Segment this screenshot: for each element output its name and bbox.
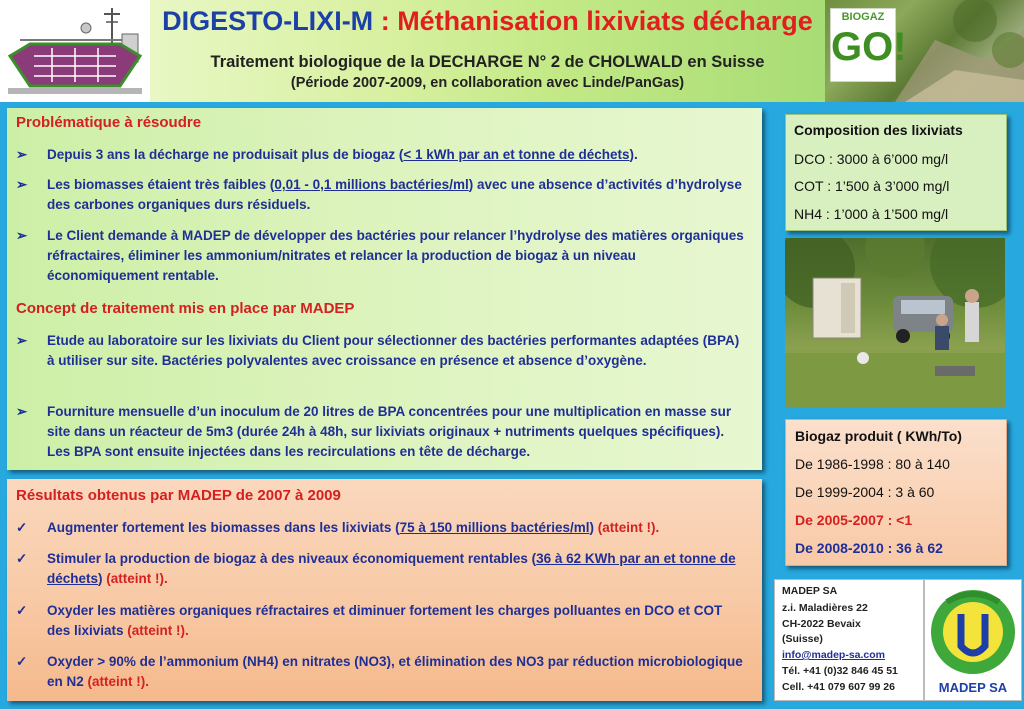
result-item-2: ✓ Stimuler la production de biogaz à des niveaux économiquement rentables (36 à 62 KWh par an et tonne de déchets) (atteint !). xyxy=(16,551,736,586)
arrow-bullet-icon: ➢ xyxy=(16,177,28,192)
address-line-1: z.i. Maladières 22 xyxy=(782,602,868,614)
arrow-bullet-icon: ➢ xyxy=(16,228,28,243)
title-separator: : xyxy=(373,6,398,36)
composition-cot: COT : 1’500 à 3’000 mg/l xyxy=(794,178,950,194)
results-panel xyxy=(7,479,762,701)
biogaz-logo-bottom-text: GO! xyxy=(831,25,907,69)
landfill-photo xyxy=(825,0,1024,102)
check-bullet-icon: ✓ xyxy=(16,551,28,566)
results-heading: Résultats obtenus par MADEP de 2007 à 2009 xyxy=(16,487,341,504)
page-period: (Période 2007-2009, en collaboration avec Linde/PanGas) xyxy=(290,75,685,91)
email-link[interactable]: info@madep-sa.com xyxy=(782,649,886,661)
check-bullet-icon: ✓ xyxy=(16,520,28,535)
result-item-3: ✓ Oxyder les matières organiques réfractaires et diminuer fortement les charges polluantes en DCO et COT des lixiviats (atteint !). xyxy=(16,603,723,638)
phone-number: Tél. +41 (0)32 846 45 51 xyxy=(782,665,898,677)
biogaz-row-2005-2007: De 2005-2007 : <1 xyxy=(795,512,913,528)
achieved-label: (atteint !) xyxy=(106,571,165,586)
problem-item-3: ➢ Le Client demande à MADEP de développer des bactéries pour relancer l’hydrolyse des matières organiques réfractaires, éliminer les ammonium/nitrates et relancer la production de biogaz à un niveau économiquement rentable. xyxy=(16,228,744,283)
biogaz-row-1999-2004: De 1999-2004 : 3 à 60 xyxy=(795,484,935,500)
concept-item-1: ➢ Etude au laboratoire sur les lixiviats du Client pour sélectionner des bactéries performantes adaptées (BPA) à utiliser sur site. Bactéries polyvalentes avec croissance en présence et absence d’oxygène. xyxy=(16,333,740,368)
contact-box xyxy=(774,579,924,701)
landfill-diagram-logo xyxy=(0,0,150,102)
biogaz-go-logo xyxy=(830,8,907,82)
biogaz-production-heading: Biogaz produit ( KWh/To) xyxy=(795,428,962,444)
title-product-name: DIGESTO-LIXI-M xyxy=(162,6,374,36)
page-title xyxy=(150,6,825,37)
madep-logo-text: MADEP SA xyxy=(938,680,1008,695)
check-bullet-icon: ✓ xyxy=(16,654,28,669)
title-description: Méthanisation lixiviats décharge xyxy=(397,6,813,36)
result-item-1: ✓ Augmenter fortement les biomasses dans les lixiviats (75 à 150 millions bactéries/ml) (atteint !). xyxy=(16,518,746,538)
biogaz-production-box xyxy=(785,419,1007,566)
arrow-bullet-icon: ➢ xyxy=(16,333,28,348)
result-item-4: ✓ Oxyder > 90% de l’ammonium (NH4) en nitrates (NO3), et élimination des NO3 par réduction microbiologique en N2 (atteint !). xyxy=(16,654,743,689)
company-name: MADEP SA xyxy=(782,585,838,597)
page-subtitle: Traitement biologique de la DECHARGE N° 2 de CHOLWALD en Suisse xyxy=(210,53,765,71)
biogaz-logo-top-text: BIOGAZ xyxy=(841,11,885,23)
concept-item-2: ➢ Fourniture mensuelle d’un inoculum de 20 litres de BPA concentrées pour une multiplication en masse sur site dans un réacteur de 5m3 (durée 24h à 48h, sur lixiviats originaux + nutriments quelques spécifiques). Les BPA sont ensuite injectées dans les recirculations en tête de décharge. xyxy=(16,404,732,459)
problem-heading: Problématique à résoudre xyxy=(16,114,202,131)
concept-heading: Concept de traitement mis en place par MADEP xyxy=(16,300,355,317)
composition-nh4: NH4 : 1’000 à 1’500 mg/l xyxy=(794,206,949,222)
arrow-bullet-icon: ➢ xyxy=(16,147,28,162)
achieved-label: (atteint !) xyxy=(597,520,656,535)
composition-heading: Composition des lixiviats xyxy=(794,122,963,138)
biogaz-row-1986-1998: De 1986-1998 : 80 à 140 xyxy=(795,456,950,472)
site-photo xyxy=(785,238,1005,408)
achieved-label: (atteint !) xyxy=(87,674,146,689)
biogaz-row-2008-2010: De 2008-2010 : 36 à 62 xyxy=(795,540,943,556)
problem-item-2: ➢ Les biomasses étaient très faibles (0,01 - 0,1 millions bactéries/ml) avec une absence d’activités d’hydrolyse des carbones organiques durs résiduels. xyxy=(16,177,742,212)
address-country: (Suisse) xyxy=(782,633,823,645)
problem-item-1: ➢ Depuis 3 ans la décharge ne produisait plus de biogaz (< 1 kWh par an et tonne de déchets). xyxy=(16,145,746,165)
address-line-2: CH-2022 Bevaix xyxy=(782,618,861,630)
arrow-bullet-icon: ➢ xyxy=(16,404,28,419)
composition-box xyxy=(785,114,1007,231)
madep-logo xyxy=(924,579,1022,701)
check-bullet-icon: ✓ xyxy=(16,603,28,618)
page-header xyxy=(0,0,1024,102)
cell-number: Cell. +41 079 607 99 26 xyxy=(782,681,895,693)
composition-dco: DCO : 3000 à 6’000 mg/l xyxy=(794,151,949,167)
problem-concept-panel xyxy=(7,108,762,470)
title-band xyxy=(150,0,825,102)
achieved-label: (atteint !) xyxy=(127,623,186,638)
